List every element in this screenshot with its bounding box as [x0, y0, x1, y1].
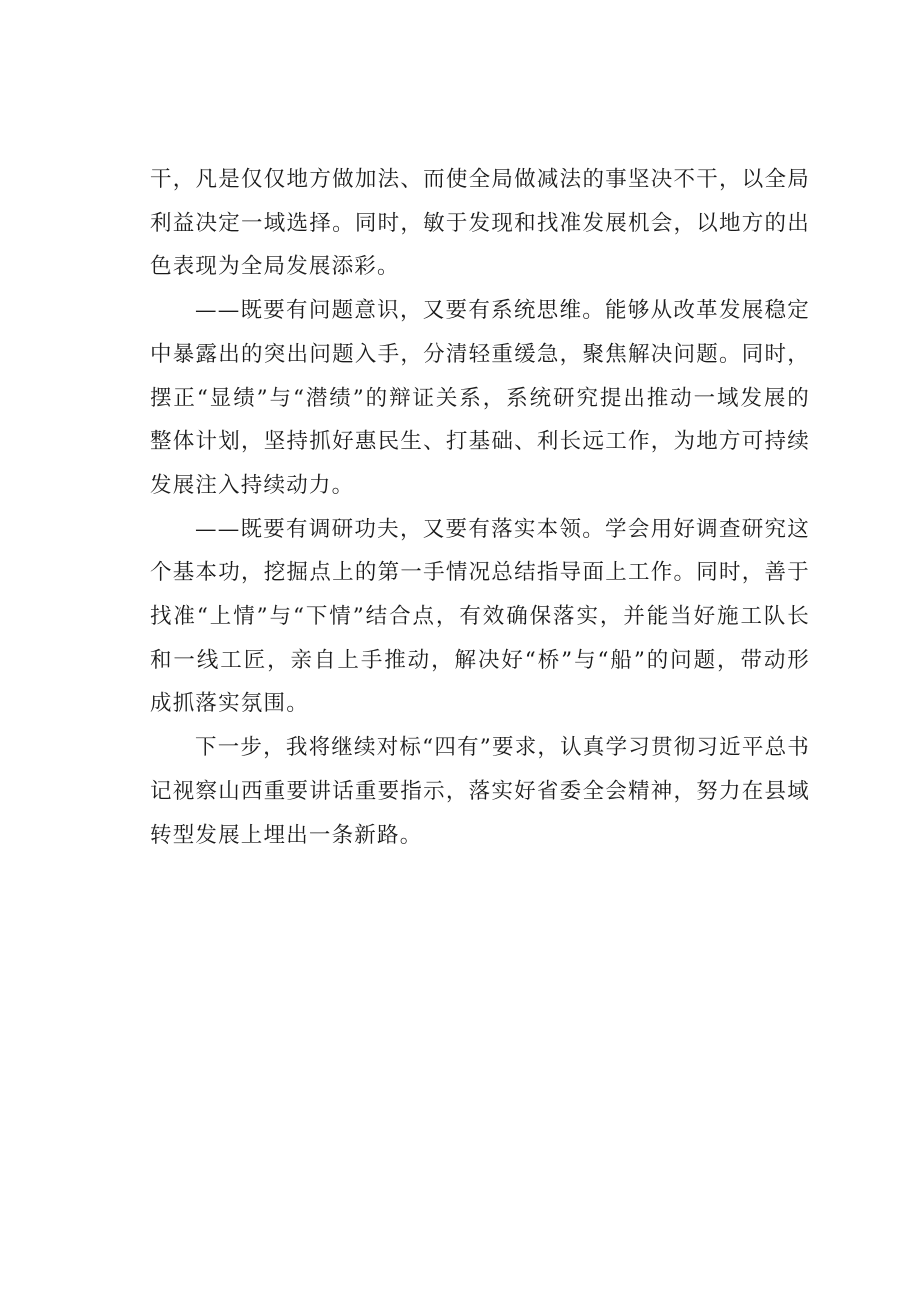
paragraph-next-step: 下一步，我将继续对标“四有”要求，认真学习贯彻习近平总书记视察山西重要讲话重要指示，落实好省委全会精神，努力在县域转型发展上埋出一条新路。: [150, 735, 810, 848]
paragraph-problem-awareness: ——既要有问题意识，又要有系统思维。能够从改革发展稳定中暴露出的突出问题入手，分清轻重缓急，聚焦解决问题。同时，摆正“显绩”与“潜绩”的辩证关系，系统研究提出推动一域发展的整体计划，坚持抓好惠民生、打基础、利长远工作，为地方可持续发展注入持续动力。: [150, 298, 810, 498]
paragraph-continued: 干，凡是仅仅地方做加法、而使全局做减法的事坚决不干，以全局利益决定一域选择。同时，敏于发现和找准发展机会，以地方的出色表现为全局发展添彩。: [150, 167, 810, 280]
document-body: [150, 158, 810, 857]
paragraph-research-implementation: ——既要有调研功夫，又要有落实本领。学会用好调查研究这个基本功，挖掘点上的第一手情况总结指导面上工作。同时，善于找准“上情”与“下情”结合点，有效确保落实，并能当好施工队长和一线工匠，亲自上手推动，解决好“桥”与“船”的问题，带动形成抓落实氛围。: [150, 516, 810, 717]
